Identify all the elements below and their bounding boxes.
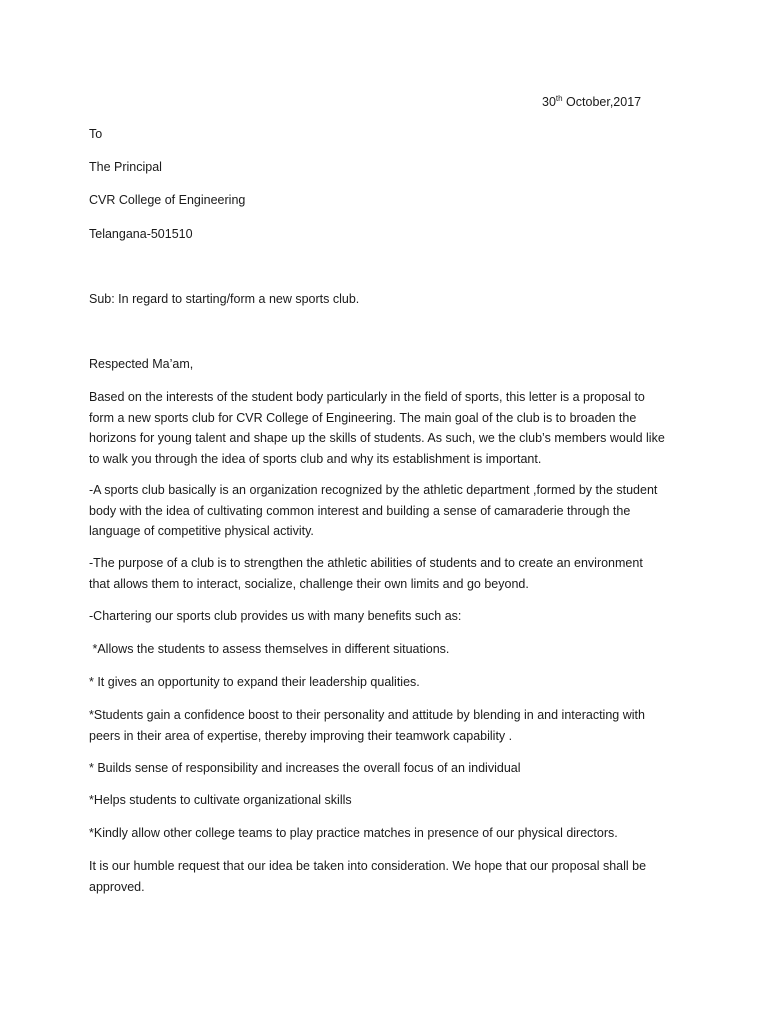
paragraph-line: -Chartering our sports club provides us with many benefits such as: <box>89 609 462 623</box>
paragraph-line: language of competitive physical activity. <box>89 524 314 538</box>
paragraph-line: approved. <box>89 879 145 894</box>
paragraph-line: form a new sports club for CVR College of Engineering. The main goal of the club is to broaden the <box>89 410 637 425</box>
paragraph-line: peers in their area of expertise, thereby improving their teamwork capability . <box>89 728 513 743</box>
paragraph-intro <box>89 387 679 469</box>
subject-line: Sub: In regard to starting/form a new sports club. <box>89 292 360 306</box>
paragraph-line: -A sports club basically is an organization recognized by the athletic department ,formed by the student <box>89 483 658 497</box>
paragraph-closing <box>89 856 679 897</box>
paragraph-line: * It gives an opportunity to expand their leadership qualities. <box>89 675 420 689</box>
letter-date <box>542 92 641 112</box>
paragraph-benefits-intro <box>89 606 679 627</box>
paragraph-line: It is our humble request that our idea be taken into consideration. We hope that our proposal shall be <box>89 859 647 873</box>
benefit-item <box>89 672 679 693</box>
benefit-item <box>89 639 679 660</box>
paragraph-line: * Builds sense of responsibility and increases the overall focus of an individual <box>89 761 521 775</box>
paragraph-line: that allows them to interact, socialize, challenge their own limits and go beyond. <box>89 576 529 591</box>
recipient-college: CVR College of Engineering <box>89 193 246 207</box>
date-day: 30 <box>542 95 556 109</box>
recipient-address: Telangana-501510 <box>89 227 193 241</box>
salutation: Respected Ma’am, <box>89 357 194 371</box>
date-rest: October,2017 <box>562 95 642 109</box>
paragraph-line: *Students gain a confidence boost to their personality and attitude by blending in and interacting with <box>89 708 645 722</box>
paragraph-purpose <box>89 553 679 594</box>
paragraph-line: *Helps students to cultivate organizational skills <box>89 793 352 807</box>
paragraph-line: Based on the interests of the student body particularly in the field of sports, this letter is a proposal to <box>89 390 645 404</box>
paragraph-definition <box>89 480 679 542</box>
benefit-item <box>89 823 679 844</box>
date-suffix: th <box>555 94 563 103</box>
paragraph-line: -The purpose of a club is to strengthen the athletic abilities of students and to create an environment <box>89 556 643 570</box>
recipient-title: The Principal <box>89 160 162 174</box>
paragraph-line: *Kindly allow other college teams to play practice matches in presence of our physical directors. <box>89 826 618 840</box>
paragraph-line: body with the idea of cultivating common interest and building a sense of camaraderie through the <box>89 503 631 518</box>
paragraph-line: to walk you through the idea of sports club and why its establishment is important. <box>89 451 542 466</box>
benefit-item <box>89 758 679 779</box>
paragraph-line: horizons for young talent and shape up the skills of students. As such, we the club’s members would like <box>89 431 665 445</box>
to-label: To <box>89 127 103 141</box>
benefit-item <box>89 705 679 746</box>
benefit-item <box>89 790 679 811</box>
paragraph-line: *Allows the students to assess themselves in different situations. <box>89 642 450 656</box>
